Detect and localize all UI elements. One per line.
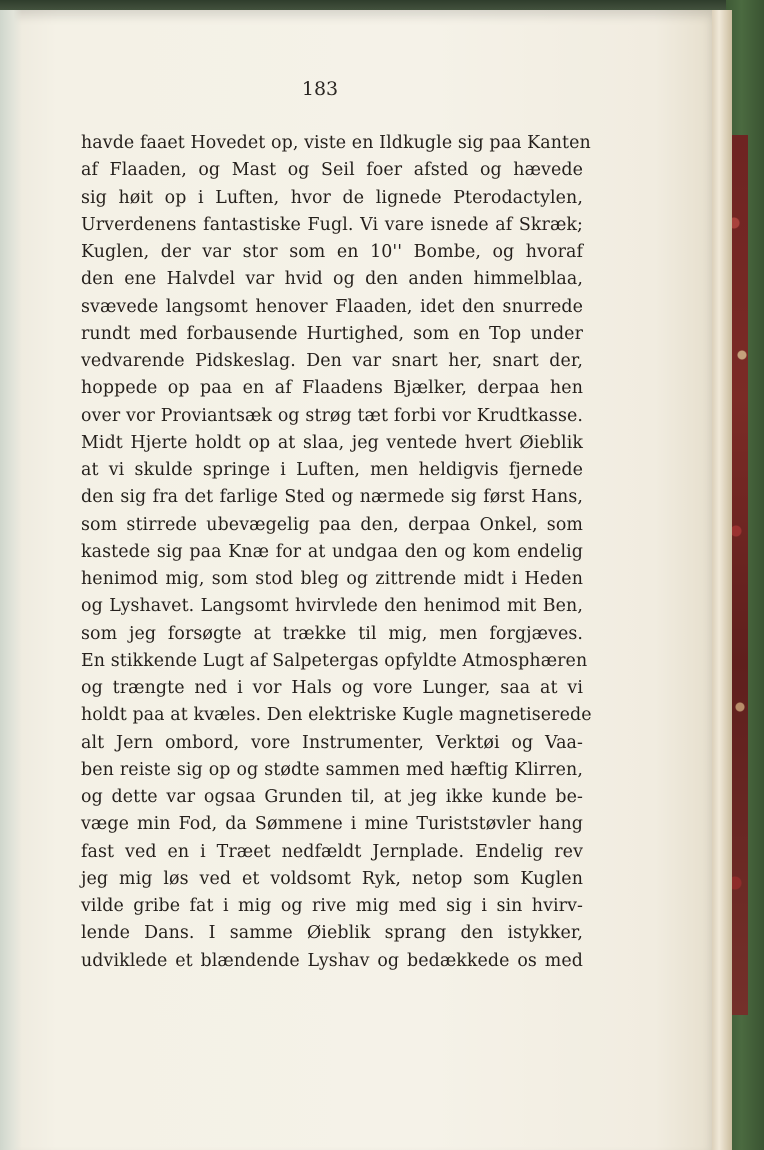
- text-line: over vor Proviantsæk og strøg tæt forbi vor Krudtkasse.: [81, 405, 583, 426]
- text-line: ben reiste sig op og stødte sammen med hæftig Klirren,: [81, 759, 583, 780]
- text-line: den ene Halvdel var hvid og den anden himmelblaa,: [81, 269, 583, 290]
- text-line: Urverdenens fantastiske Fugl. Vi vare isnede af Skræk;: [81, 214, 583, 235]
- text-line: En stikkende Lugt af Salpetergas opfyldte Atmosphæren: [81, 650, 588, 671]
- text-line: og trængte ned i vor Hals og vore Lunger, saa at vi: [81, 678, 583, 698]
- text-line: væge min Fod, da Sømmene i mine Turiststøvler hang: [81, 814, 583, 835]
- text-line: Kuglen, der var stor som en 10'' Bombe, og hvoraf: [81, 242, 583, 262]
- text-line: vedvarende Pidskeslag. Den var snart her, snart der,: [81, 351, 583, 371]
- text-line: henimod mig, som stod bleg og zittrende midt i Heden: [81, 569, 583, 589]
- text-line: sig høit op i Luften, hvor de lignede Pterodactylen,: [81, 187, 583, 208]
- text-line: svævede langsomt henover Flaaden, idet den snurrede: [81, 296, 583, 317]
- text-line: og dette var ogsaa Grunden til, at jeg ikke kunde be-: [81, 787, 583, 807]
- text-line: den sig fra det farlige Sted og nærmede sig først Hans,: [81, 487, 583, 508]
- text-line: havde faaet Hovedet op, viste en Ildkugle sig paa Kanten: [81, 133, 591, 153]
- text-line: alt Jern ombord, vore Instrumenter, Verktøi og Vaa-: [81, 732, 583, 753]
- text-line: holdt paa at kvæles. Den elektriske Kugle magnetiserede: [81, 705, 592, 726]
- text-line: jeg mig løs ved et voldsomt Ryk, netop som Kuglen: [81, 868, 583, 889]
- text-line: udviklede et blændende Lyshav og bedækkede os med: [81, 950, 583, 971]
- text-line: at vi skulde springe i Luften, men heldigvis fjernede: [81, 460, 583, 480]
- page-gutter: [0, 10, 22, 1150]
- text-line: vilde gribe fat i mig og rive mig med sig i sin hvirv-: [81, 896, 583, 916]
- page-number: 183: [301, 78, 339, 100]
- text-line: af Flaaden, og Mast og Seil foer afsted og hævede: [81, 160, 583, 181]
- text-line: fast ved en i Træet nedfældt Jernplade. Endelig rev: [81, 841, 583, 862]
- text-line: Midt Hjerte holdt op at slaa, jeg ventede hvert Øieblik: [81, 432, 583, 453]
- text-line: rundt med forbausende Hurtighed, som en Top under: [81, 323, 583, 344]
- text-line: kastede sig paa Knæ for at undgaa den og kom endelig: [81, 541, 583, 562]
- text-line: og Lyshavet. Langsomt hvirvlede den henimod mit Ben,: [81, 596, 583, 617]
- body-text: [81, 130, 592, 975]
- text-line: som jeg forsøgte at trække til mig, men forgjæves.: [81, 623, 583, 644]
- text-line: som stirrede ubevægelig paa den, derpaa Onkel, som: [81, 514, 583, 535]
- text-line: hoppede op paa en af Flaadens Bjælker, derpaa hen: [81, 378, 583, 399]
- text-line: lende Dans. I samme Øieblik sprang den istykker,: [81, 923, 583, 944]
